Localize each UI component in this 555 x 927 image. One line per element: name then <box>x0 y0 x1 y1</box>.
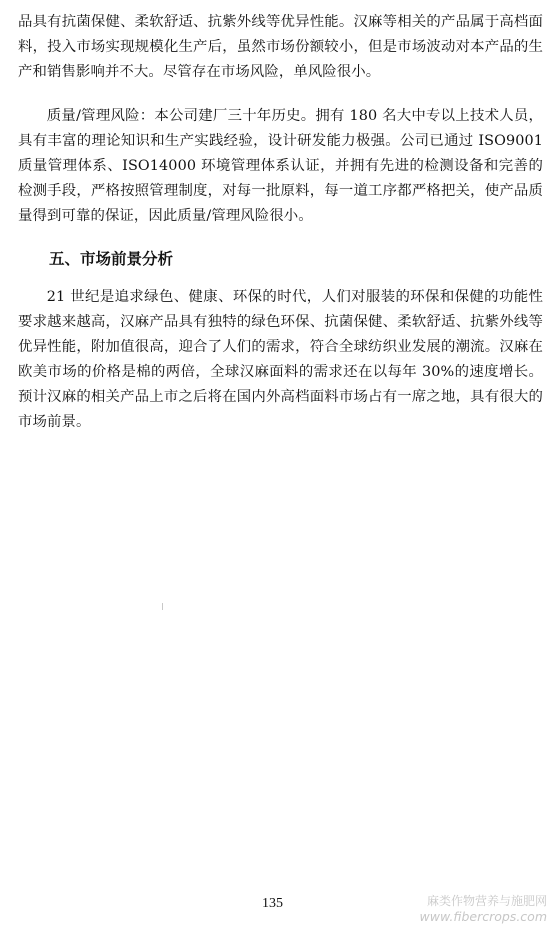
page-number: 135 <box>262 896 283 911</box>
watermark <box>420 894 547 924</box>
section-heading-market-outlook: 五、市场前景分析 <box>49 250 174 268</box>
scan-mark <box>162 603 163 610</box>
market-outlook-paragraph: 21 世纪是追求绿色、健康、环保的时代，人们对服装的环保和保健的功能性要求越来越高，汉麻产品具有独特的绿色环保、抗菌保健、柔软舒适、抗紫外线等优异性能，附加值很高，迎合了人们的需求，符合全球纺织业发展的潮流。汉麻在欧美市场的价格是棉的两倍，全球汉麻面料的需求还在以每年 30%的速度增长。预计汉麻的相关产品上市之后将在国内外高档面料市场占有一席之地，具有很大的市场前景。 <box>18 289 543 430</box>
risk-paragraph-quality-management: 质量/管理风险：本公司建厂三十年历史。拥有 180 名大中专以上技术人员，具有丰富的理论知识和生产实践经验，设计研发能力极强。公司已通过 ISO9001 质量管理体系、ISO14000 环境管理体系认证，并拥有先进的检测设备和完善的检测手段，严格按照管理制度，对每一批原料，每一道工序都严格把关，使产品质量得到可靠的保证，因此质量/管理风险很小。 <box>18 108 543 224</box>
watermark-url: www.fibercrops.com <box>419 909 547 924</box>
watermark-cn: 麻类作物营养与施肥网 <box>426 894 547 908</box>
risk-paragraph-market: 品具有抗菌保健、柔软舒适、抗紫外线等优异性能。汉麻等相关的产品属于高档面料，投入市场实现规模化生产后，虽然市场份额较小，但是市场波动对本产品的生产和销售影响并不大。尽管存在市场风险，单风险很小。 <box>18 14 543 80</box>
